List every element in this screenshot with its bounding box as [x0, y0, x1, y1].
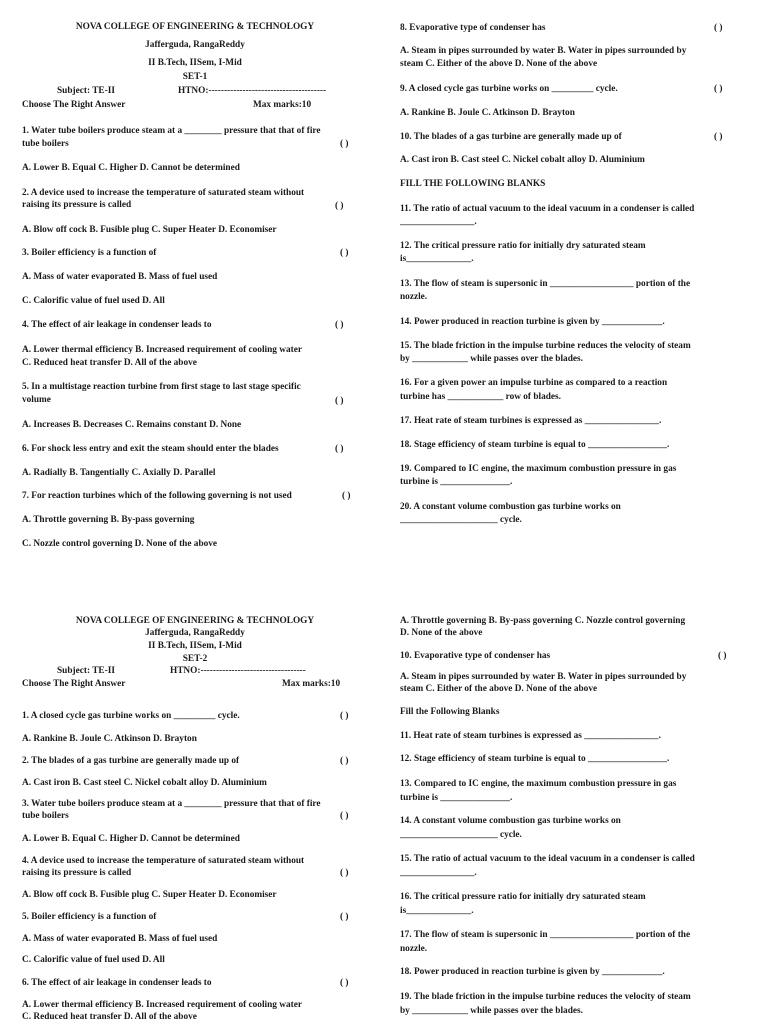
- answer-options: A. Rankine B. Joule C. Atkinson D. Brayton: [22, 734, 197, 744]
- answer-options: A. Mass of water evaporated B. Mass of fuel used: [22, 272, 218, 282]
- question-text: 6. For shock less entry and exit the steam should enter the blades: [22, 444, 279, 454]
- question-text: _____________________ cycle.: [400, 830, 522, 840]
- question-text: 2. The blades of a gas turbine are generally made up of: [22, 756, 240, 766]
- answer-bracket: ( ): [340, 711, 349, 721]
- answer-options: A. Rankine B. Joule C. Atkinson D. Brayton: [400, 108, 575, 118]
- answer-bracket: ( ): [340, 868, 349, 878]
- set2-course: II B.Tech, IISem, I-Mid: [148, 641, 242, 651]
- question-text: ________________.: [400, 868, 477, 878]
- question-text: nozzle.: [400, 944, 428, 954]
- answer-options: A. Throttle governing B. By-pass governing: [22, 515, 195, 525]
- answer-bracket: ( ): [714, 132, 723, 142]
- question-text: 14. Power produced in reaction turbine is given by _____________.: [400, 317, 665, 327]
- question-text: 13. Compared to IC engine, the maximum combustion pressure in gas: [400, 779, 677, 789]
- answer-options: C. Nozzle control governing D. None of the above: [22, 539, 218, 549]
- question-text: turbine is _______________.: [400, 477, 513, 487]
- question-text: 10. Evaporative type of condenser has: [400, 651, 551, 661]
- question-text: turbine has ____________ row of blades.: [400, 392, 561, 402]
- question-text: 10. The blades of a gas turbine are generally made up of: [400, 132, 622, 142]
- question-text: tube boilers: [22, 811, 69, 821]
- question-text: 17. The flow of steam is supersonic in __________________ portion of the: [400, 930, 691, 940]
- question-text: 5. In a multistage reaction turbine from first stage to last stage specific: [22, 382, 301, 392]
- set2-max-marks: Max marks:10: [282, 679, 341, 689]
- question-text: by ____________ while passes over the blades.: [400, 354, 583, 364]
- section-heading: FILL THE FOLLOWING BLANKS: [400, 179, 546, 189]
- set1-instruction: Choose The Right Answer: [22, 100, 126, 110]
- question-text: turbine is _______________.: [400, 793, 513, 803]
- question-text: tube boilers: [22, 139, 69, 149]
- answer-options: C. Reduced heat transfer D. All of the above: [22, 1012, 197, 1022]
- answer-bracket: ( ): [335, 444, 344, 454]
- question-text: 13. The flow of steam is supersonic in __________________ portion of the: [400, 279, 691, 289]
- answer-options: A. Steam in pipes surrounded by water B. Water in pipes surrounded by: [400, 672, 687, 682]
- question-text: by ____________ while passes over the blades.: [400, 1006, 583, 1016]
- question-text: 16. The critical pressure ratio for initially dry saturated steam: [400, 892, 646, 902]
- answer-bracket: ( ): [335, 396, 344, 406]
- question-text: 12. Stage efficiency of steam turbine is equal to _________________.: [400, 754, 670, 764]
- set1-max-marks: Max marks:10: [253, 100, 312, 110]
- set1-course: II B.Tech, IISem, I-Mid: [148, 58, 242, 68]
- answer-bracket: ( ): [340, 811, 349, 821]
- question-text: 1. Water tube boilers produce steam at a ________ pressure that that of fire: [22, 126, 321, 136]
- answer-options: C. Reduced heat transfer D. All of the above: [22, 358, 197, 368]
- section-heading: Fill the Following Blanks: [400, 707, 500, 717]
- question-text: 2. A device used to increase the temperature of saturated steam without: [22, 188, 305, 198]
- answer-bracket: ( ): [340, 139, 349, 149]
- question-text: 12. The critical pressure ratio for initially dry saturated steam: [400, 241, 646, 251]
- answer-options: A. Lower thermal efficiency B. Increased requirement of cooling water: [22, 1000, 302, 1010]
- question-text: 18. Stage efficiency of steam turbine is equal to _________________.: [400, 440, 670, 450]
- answer-bracket: ( ): [335, 320, 344, 330]
- question-text: 17. Heat rate of steam turbines is expressed as ________________.: [400, 416, 662, 426]
- answer-options: A. Increases B. Decreases C. Remains constant D. None: [22, 420, 242, 430]
- question-text: 7. For reaction turbines which of the following governing is not used: [22, 491, 292, 501]
- question-text: 6. The effect of air leakage in condenser leads to: [22, 978, 212, 988]
- set1-college-location: Jafferguda, RangaReddy: [145, 40, 245, 50]
- answer-options: steam C. Either of the above D. None of the above: [400, 59, 598, 69]
- question-text: 9. A closed cycle gas turbine works on _________ cycle.: [400, 84, 618, 94]
- answer-bracket: ( ): [340, 978, 349, 988]
- question-text: 5. Boiler efficiency is a function of: [22, 912, 157, 922]
- question-text: 19. The blade friction in the impulse turbine reduces the velocity of steam: [400, 992, 691, 1002]
- set2-set-label: SET-2: [182, 654, 208, 664]
- answer-options: A. Steam in pipes surrounded by water B. Water in pipes surrounded by: [400, 46, 687, 56]
- question-text: ________________.: [400, 217, 477, 227]
- answer-options: A. Cast iron B. Cast steel C. Nickel cobalt alloy D. Aluminium: [22, 778, 267, 788]
- question-text: 8. Evaporative type of condenser has: [400, 23, 546, 33]
- answer-bracket: ( ): [342, 491, 351, 501]
- question-text: is______________.: [400, 906, 474, 916]
- question-text: 14. A constant volume combustion gas turbine works on: [400, 816, 621, 826]
- question-text: 4. The effect of air leakage in condenser leads to: [22, 320, 212, 330]
- question-text: 18. Power produced in reaction turbine is given by _____________.: [400, 967, 665, 977]
- set1-college-name: NOVA COLLEGE OF ENGINEERING & TECHNOLOGY: [75, 22, 315, 32]
- answer-options: A. Cast iron B. Cast steel C. Nickel cobalt alloy D. Aluminium: [400, 155, 645, 165]
- set2-college-location: Jafferguda, RangaReddy: [145, 628, 245, 638]
- question-text: 11. Heat rate of steam turbines is expressed as ________________.: [400, 731, 661, 741]
- set2-htno: HTNO:----------------------------------: [170, 666, 306, 676]
- answer-options: A. Radially B. Tangentially C. Axially D. Parallel: [22, 468, 216, 478]
- set2-instruction: Choose The Right Answer: [22, 679, 126, 689]
- question-text: 3. Boiler efficiency is a function of: [22, 248, 157, 258]
- answer-options: A. Lower thermal efficiency B. Increased requirement of cooling water: [22, 345, 302, 355]
- answer-bracket: ( ): [718, 651, 727, 661]
- answer-bracket: ( ): [340, 912, 349, 922]
- set1-htno: HTNO:--------------------------------------: [178, 86, 327, 96]
- question-text: 16. For a given power an impulse turbine as compared to a reaction: [400, 378, 668, 388]
- answer-options: A. Lower B. Equal C. Higher D. Cannot be determined: [22, 163, 240, 173]
- answer-options: C. Calorific value of fuel used D. All: [22, 955, 165, 965]
- answer-options: A. Blow off cock B. Fusible plug C. Super Heater D. Economiser: [22, 225, 277, 235]
- answer-options: A. Mass of water evaporated B. Mass of fuel used: [22, 934, 218, 944]
- question-text: 15. The ratio of actual vacuum to the ideal vacuum in a condenser is called: [400, 854, 695, 864]
- question-text: is______________.: [400, 254, 474, 264]
- answer-bracket: ( ): [340, 248, 349, 258]
- question-text: 11. The ratio of actual vacuum to the ideal vacuum in a condenser is called: [400, 204, 695, 214]
- answer-bracket: ( ): [714, 84, 723, 94]
- question-text: _____________________ cycle.: [400, 515, 522, 525]
- answer-options: A. Blow off cock B. Fusible plug C. Super Heater D. Economiser: [22, 890, 277, 900]
- question-text: raising its pressure is called: [22, 868, 132, 878]
- set2-subject: Subject: TE-II: [57, 666, 115, 676]
- set2-college-name: NOVA COLLEGE OF ENGINEERING & TECHNOLOGY: [75, 616, 315, 626]
- answer-options: C. Calorific value of fuel used D. All: [22, 296, 165, 306]
- question-text: raising its pressure is called: [22, 200, 132, 210]
- set1-subject: Subject: TE-II: [57, 86, 115, 96]
- answer-options: steam C. Either of the above D. None of the above: [400, 684, 598, 694]
- answer-bracket: ( ): [340, 756, 349, 766]
- answer-bracket: ( ): [335, 201, 344, 211]
- question-text: 15. The blade friction in the impulse turbine reduces the velocity of steam: [400, 341, 691, 351]
- set1-set-label: SET-1: [182, 72, 208, 82]
- answer-options: D. None of the above: [400, 628, 483, 638]
- answer-options: A. Lower B. Equal C. Higher D. Cannot be determined: [22, 834, 240, 844]
- question-text: 1. A closed cycle gas turbine works on _________ cycle.: [22, 711, 240, 721]
- question-text: 3. Water tube boilers produce steam at a ________ pressure that that of fire: [22, 799, 321, 809]
- question-text: 4. A device used to increase the temperature of saturated steam without: [22, 856, 305, 866]
- question-text: 20. A constant volume combustion gas turbine works on: [400, 502, 621, 512]
- question-text: volume: [22, 395, 51, 405]
- answer-options: A. Throttle governing B. By-pass governing C. Nozzle control governing: [400, 616, 686, 626]
- answer-bracket: ( ): [714, 23, 723, 33]
- question-text: 19. Compared to IC engine, the maximum combustion pressure in gas: [400, 464, 677, 474]
- question-text: nozzle.: [400, 292, 428, 302]
